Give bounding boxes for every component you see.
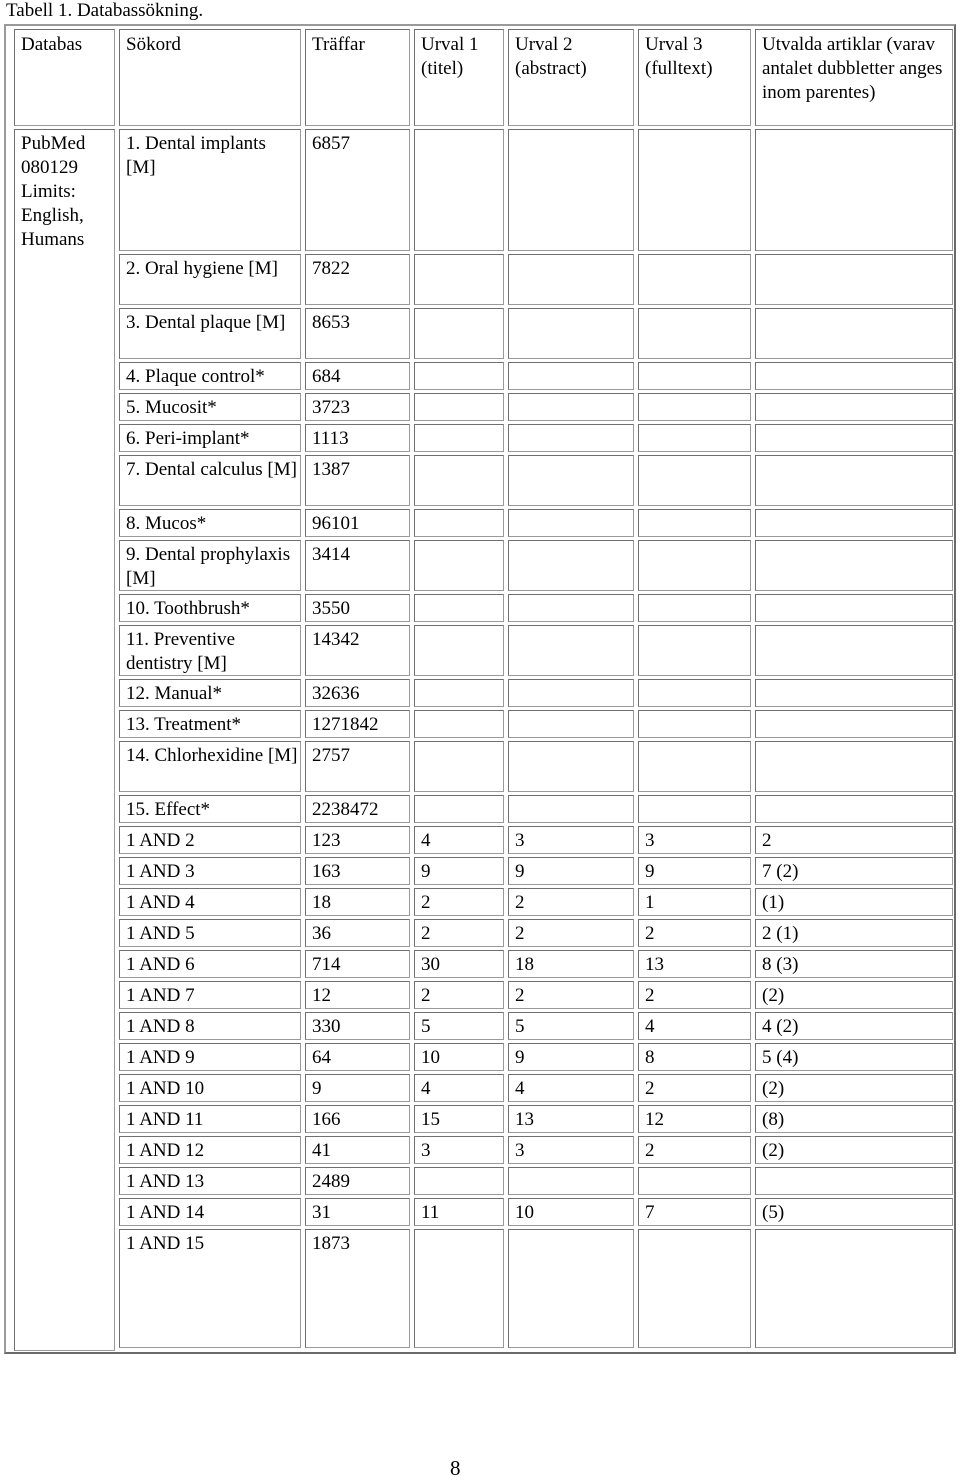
sokord-cell: 1 AND 8 [119, 1012, 301, 1040]
traffar-cell: 714 [305, 950, 410, 978]
sokord-cell: 15. Effect* [119, 795, 301, 823]
utvalda-cell: 5 (4) [755, 1043, 953, 1071]
traffar-cell: 1113 [305, 424, 410, 452]
utvalda-cell: 4 (2) [755, 1012, 953, 1040]
utvalda-cell [755, 129, 953, 251]
traffar-cell: 2757 [305, 741, 410, 792]
urval-1-cell: 30 [414, 950, 504, 978]
urval-3-cell [638, 362, 751, 390]
traffar-cell: 36 [305, 919, 410, 947]
urval-3-cell: 8 [638, 1043, 751, 1071]
urval-1-cell [414, 308, 504, 359]
urval-1-cell: 4 [414, 826, 504, 854]
urval-3-cell: 9 [638, 857, 751, 885]
urval-2-cell: 4 [508, 1074, 634, 1102]
urval-3-cell: 3 [638, 826, 751, 854]
traffar-cell: 6857 [305, 129, 410, 251]
sokord-cell: 10. Toothbrush* [119, 594, 301, 622]
sokord-cell: 1 AND 7 [119, 981, 301, 1009]
urval-1-cell [414, 679, 504, 707]
sokord-cell: 1 AND 2 [119, 826, 301, 854]
utvalda-cell [755, 594, 953, 622]
database-search-table [4, 24, 956, 1354]
utvalda-cell: 2 [755, 826, 953, 854]
traffar-cell: 8653 [305, 308, 410, 359]
urval-2-cell: 2 [508, 888, 634, 916]
traffar-cell: 1387 [305, 455, 410, 506]
utvalda-cell [755, 625, 953, 676]
utvalda-cell [755, 710, 953, 738]
traffar-cell: 18 [305, 888, 410, 916]
page-number: 8 [450, 1456, 461, 1480]
header-sokord: Sökord [119, 29, 301, 126]
urval-2-cell: 9 [508, 1043, 634, 1071]
sokord-cell: 5. Mucosit* [119, 393, 301, 421]
urval-2-cell [508, 424, 634, 452]
urval-2-cell: 13 [508, 1105, 634, 1133]
header-urval-2: Urval 2 (abstract) [508, 29, 634, 126]
urval-1-cell: 4 [414, 1074, 504, 1102]
sokord-cell: 13. Treatment* [119, 710, 301, 738]
traffar-cell: 123 [305, 826, 410, 854]
urval-2-cell [508, 594, 634, 622]
traffar-cell: 330 [305, 1012, 410, 1040]
utvalda-cell [755, 795, 953, 823]
urval-3-cell [638, 254, 751, 305]
urval-1-cell: 10 [414, 1043, 504, 1071]
urval-2-cell: 3 [508, 1136, 634, 1164]
sokord-cell: 1 AND 14 [119, 1198, 301, 1226]
urval-1-cell [414, 741, 504, 792]
urval-3-cell [638, 741, 751, 792]
traffar-cell: 14342 [305, 625, 410, 676]
urval-1-cell [414, 129, 504, 251]
urval-2-cell [508, 1229, 634, 1348]
urval-3-cell [638, 540, 751, 591]
urval-2-cell [508, 362, 634, 390]
urval-3-cell: 13 [638, 950, 751, 978]
urval-2-cell: 18 [508, 950, 634, 978]
utvalda-cell [755, 424, 953, 452]
urval-3-cell [638, 129, 751, 251]
utvalda-cell [755, 679, 953, 707]
utvalda-cell [755, 362, 953, 390]
utvalda-cell: (8) [755, 1105, 953, 1133]
sokord-cell: 11. Preventive dentistry [M] [119, 625, 301, 676]
utvalda-cell [755, 308, 953, 359]
traffar-cell: 3723 [305, 393, 410, 421]
traffar-cell: 12 [305, 981, 410, 1009]
sokord-cell: 12. Manual* [119, 679, 301, 707]
utvalda-cell [755, 393, 953, 421]
traffar-cell: 2489 [305, 1167, 410, 1195]
utvalda-cell [755, 741, 953, 792]
utvalda-cell: (1) [755, 888, 953, 916]
traffar-cell: 1873 [305, 1229, 410, 1348]
traffar-cell: 1271842 [305, 710, 410, 738]
traffar-cell: 3414 [305, 540, 410, 591]
urval-1-cell [414, 455, 504, 506]
urval-2-cell [508, 308, 634, 359]
utvalda-cell [755, 1167, 953, 1195]
sokord-cell: 3. Dental plaque [M] [119, 308, 301, 359]
utvalda-cell [755, 540, 953, 591]
header-traffar: Träffar [305, 29, 410, 126]
urval-1-cell: 2 [414, 981, 504, 1009]
header-databas: Databas [14, 29, 115, 126]
urval-1-cell [414, 625, 504, 676]
sokord-cell: 1 AND 11 [119, 1105, 301, 1133]
urval-1-cell [414, 795, 504, 823]
urval-2-cell: 9 [508, 857, 634, 885]
urval-2-cell [508, 795, 634, 823]
utvalda-cell [755, 455, 953, 506]
urval-1-cell [414, 594, 504, 622]
urval-1-cell: 3 [414, 1136, 504, 1164]
sokord-cell: 7. Dental calculus [M] [119, 455, 301, 506]
urval-3-cell: 7 [638, 1198, 751, 1226]
traffar-cell: 163 [305, 857, 410, 885]
urval-1-cell [414, 710, 504, 738]
urval-2-cell: 5 [508, 1012, 634, 1040]
urval-2-cell [508, 455, 634, 506]
utvalda-cell [755, 254, 953, 305]
sokord-cell: 1 AND 13 [119, 1167, 301, 1195]
sokord-cell: 1 AND 12 [119, 1136, 301, 1164]
urval-3-cell: 2 [638, 919, 751, 947]
urval-2-cell [508, 625, 634, 676]
sokord-cell: 9. Dental prophylaxis [M] [119, 540, 301, 591]
header-urval-3: Urval 3 (fulltext) [638, 29, 751, 126]
urval-2-cell [508, 1167, 634, 1195]
urval-3-cell: 2 [638, 981, 751, 1009]
urval-3-cell [638, 710, 751, 738]
traffar-cell: 64 [305, 1043, 410, 1071]
urval-2-cell [508, 710, 634, 738]
sokord-cell: 1 AND 4 [119, 888, 301, 916]
sokord-cell: 6. Peri-implant* [119, 424, 301, 452]
traffar-cell: 2238472 [305, 795, 410, 823]
utvalda-cell: 2 (1) [755, 919, 953, 947]
urval-3-cell: 12 [638, 1105, 751, 1133]
urval-2-cell [508, 540, 634, 591]
urval-3-cell [638, 679, 751, 707]
urval-1-cell [414, 540, 504, 591]
traffar-cell: 9 [305, 1074, 410, 1102]
urval-3-cell [638, 1167, 751, 1195]
urval-3-cell [638, 393, 751, 421]
sokord-cell: 1 AND 6 [119, 950, 301, 978]
utvalda-cell: 7 (2) [755, 857, 953, 885]
sokord-cell: 1 AND 10 [119, 1074, 301, 1102]
urval-2-cell [508, 509, 634, 537]
urval-3-cell: 2 [638, 1136, 751, 1164]
sokord-cell: 1 AND 5 [119, 919, 301, 947]
urval-2-cell: 2 [508, 919, 634, 947]
urval-1-cell: 2 [414, 919, 504, 947]
urval-2-cell [508, 393, 634, 421]
urval-1-cell [414, 1167, 504, 1195]
traffar-cell: 41 [305, 1136, 410, 1164]
header-urval-1: Urval 1 (titel) [414, 29, 504, 126]
urval-1-cell [414, 424, 504, 452]
sokord-cell: 1 AND 3 [119, 857, 301, 885]
database-cell: PubMed 080129 Limits: English, Humans [14, 129, 115, 1351]
urval-1-cell: 2 [414, 888, 504, 916]
urval-2-cell [508, 741, 634, 792]
urval-3-cell [638, 509, 751, 537]
traffar-cell: 166 [305, 1105, 410, 1133]
traffar-cell: 32636 [305, 679, 410, 707]
urval-3-cell [638, 594, 751, 622]
utvalda-cell: (2) [755, 1136, 953, 1164]
sokord-cell: 2. Oral hygiene [M] [119, 254, 301, 305]
sokord-cell: 14. Chlorhexidine [M] [119, 741, 301, 792]
urval-3-cell: 1 [638, 888, 751, 916]
urval-2-cell: 2 [508, 981, 634, 1009]
urval-3-cell [638, 625, 751, 676]
traffar-cell: 96101 [305, 509, 410, 537]
sokord-cell: 1. Dental implants [M] [119, 129, 301, 251]
utvalda-cell: (5) [755, 1198, 953, 1226]
urval-1-cell [414, 509, 504, 537]
traffar-cell: 3550 [305, 594, 410, 622]
sokord-cell: 1 AND 9 [119, 1043, 301, 1071]
urval-1-cell [414, 254, 504, 305]
urval-3-cell [638, 1229, 751, 1348]
urval-1-cell [414, 1229, 504, 1348]
urval-3-cell [638, 455, 751, 506]
urval-2-cell [508, 679, 634, 707]
header-utvalda: Utvalda artiklar (varav antalet dubbletter anges inom parentes) [755, 29, 953, 126]
utvalda-cell: (2) [755, 981, 953, 1009]
urval-2-cell [508, 254, 634, 305]
utvalda-cell: (2) [755, 1074, 953, 1102]
sokord-cell: 4. Plaque control* [119, 362, 301, 390]
urval-2-cell: 10 [508, 1198, 634, 1226]
urval-1-cell: 5 [414, 1012, 504, 1040]
urval-1-cell [414, 362, 504, 390]
traffar-cell: 684 [305, 362, 410, 390]
sokord-cell: 1 AND 15 [119, 1229, 301, 1348]
traffar-cell: 31 [305, 1198, 410, 1226]
utvalda-cell [755, 509, 953, 537]
urval-1-cell: 15 [414, 1105, 504, 1133]
urval-3-cell: 4 [638, 1012, 751, 1040]
sokord-cell: 8. Mucos* [119, 509, 301, 537]
urval-3-cell: 2 [638, 1074, 751, 1102]
table-caption: Tabell 1. Databassökning. [6, 0, 204, 21]
urval-3-cell [638, 795, 751, 823]
utvalda-cell: 8 (3) [755, 950, 953, 978]
urval-3-cell [638, 424, 751, 452]
urval-1-cell [414, 393, 504, 421]
urval-1-cell: 9 [414, 857, 504, 885]
urval-2-cell [508, 129, 634, 251]
traffar-cell: 7822 [305, 254, 410, 305]
urval-1-cell: 11 [414, 1198, 504, 1226]
utvalda-cell [755, 1229, 953, 1348]
urval-3-cell [638, 308, 751, 359]
urval-2-cell: 3 [508, 826, 634, 854]
